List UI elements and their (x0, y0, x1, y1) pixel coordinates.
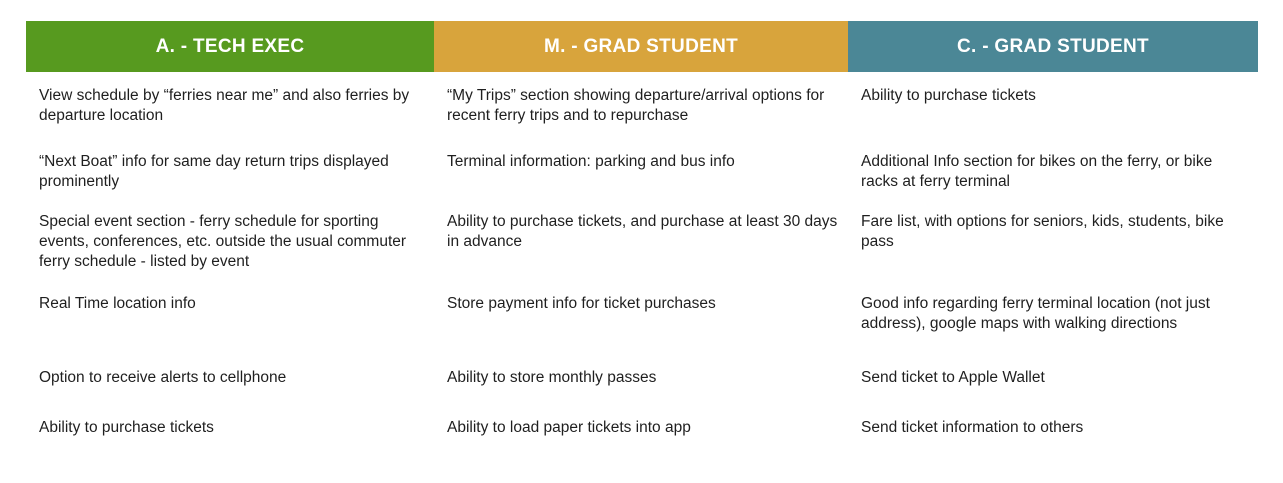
table-cell: Ability to purchase tickets (861, 87, 1036, 104)
table-row (26, 138, 1258, 198)
table-cell: Ability to store monthly passes (447, 369, 657, 386)
table-cell: Terminal information: parking and bus info (447, 153, 735, 170)
table-cell: Option to receive alerts to cellphone (39, 369, 287, 386)
table-cell: “My Trips” section showing departure/arrival options for recent ferry trips and to repurchase (447, 87, 825, 124)
table-cell: Store payment info for ticket purchases (447, 295, 716, 312)
table-cell: Ability to purchase tickets, and purchase at least 30 days in advance (447, 213, 838, 250)
persona-feature-table (26, 21, 1258, 454)
table-cell: Good info regarding ferry terminal location (not just address), google maps with walking directions (861, 295, 1210, 332)
table-row (26, 280, 1258, 354)
table-cell: Ability to load paper tickets into app (447, 419, 691, 436)
table-cell: Special event section - ferry schedule for sporting events, conferences, etc. outside the usual commuter ferry schedule - listed by event (39, 213, 407, 270)
header-row (26, 21, 1258, 72)
table-row (26, 198, 1258, 280)
table-cell: Fare list, with options for seniors, kids, students, bike pass (861, 213, 1224, 250)
table-cell: View schedule by “ferries near me” and also ferries by departure location (39, 87, 410, 124)
column-header-grad-student-c: C. - GRAD STUDENT (848, 21, 1258, 72)
column-header-tech-exec: A. - TECH EXEC (26, 21, 434, 72)
table-cell: Additional Info section for bikes on the ferry, or bike racks at ferry terminal (861, 153, 1213, 190)
table-row (26, 354, 1258, 404)
table-cell: Send ticket information to others (861, 419, 1084, 436)
column-header-grad-student-m: M. - GRAD STUDENT (434, 21, 848, 72)
table-row (26, 72, 1258, 138)
table-cell: Real Time location info (39, 295, 196, 312)
table-row (26, 404, 1258, 454)
table-cell: Send ticket to Apple Wallet (861, 369, 1045, 386)
table-cell: “Next Boat” info for same day return trips displayed prominently (39, 153, 389, 190)
table-cell: Ability to purchase tickets (39, 419, 214, 436)
